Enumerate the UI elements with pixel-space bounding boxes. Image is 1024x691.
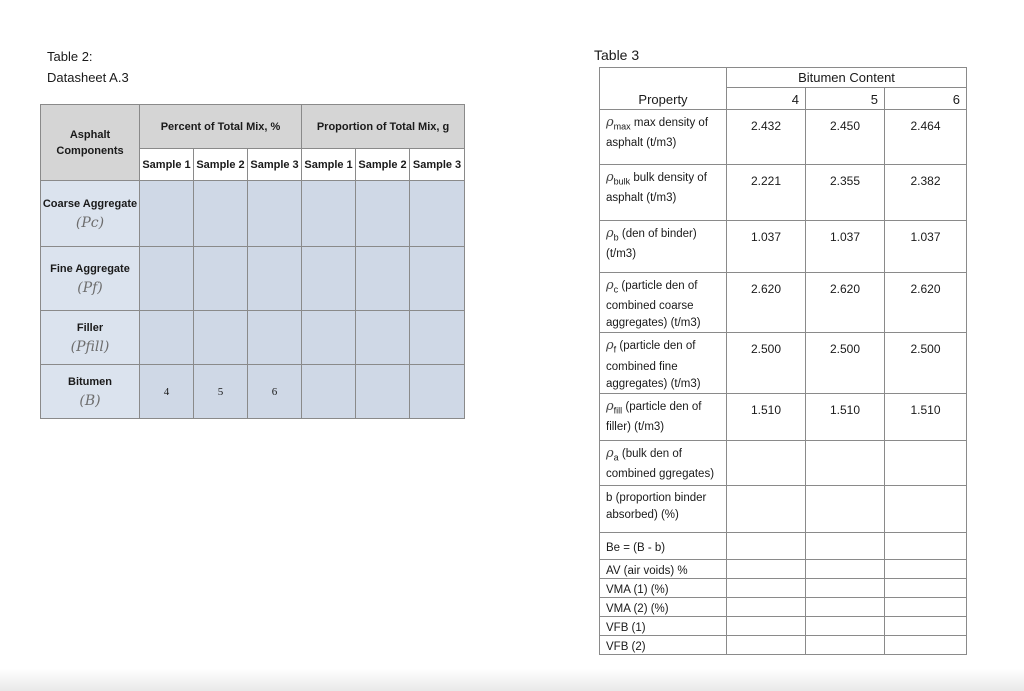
property-text: VFB (1) bbox=[606, 621, 646, 634]
property-text: b (proportion binder absorbed) (%) bbox=[606, 491, 707, 521]
property-text: (particle den of filler) (t/m3) bbox=[606, 400, 702, 433]
value-cell[interactable]: 2.355 bbox=[806, 165, 885, 221]
rho-subscript: max bbox=[613, 121, 631, 132]
page-bottom-shadow bbox=[0, 669, 1024, 691]
table3-row bbox=[600, 635, 967, 654]
symbol-pf: (Pf) bbox=[77, 280, 103, 296]
input-cell[interactable] bbox=[410, 365, 465, 419]
header-property: Property bbox=[600, 68, 727, 110]
table3-row bbox=[600, 532, 967, 559]
header-sample: Sample 1 bbox=[140, 149, 194, 181]
property-text: (particle den of combined fine aggregates) (t/m3) bbox=[606, 340, 701, 390]
value-cell[interactable]: 1.037 bbox=[806, 221, 885, 273]
property-cell bbox=[600, 440, 727, 485]
property-text: (bulk den of combined ggregates) bbox=[606, 447, 715, 480]
value-cell[interactable] bbox=[727, 578, 806, 597]
property-cell bbox=[600, 273, 727, 333]
header-sample: Sample 1 bbox=[302, 149, 356, 181]
value-cell[interactable]: 2.620 bbox=[727, 273, 806, 333]
value-cell[interactable] bbox=[727, 597, 806, 616]
bitumen-sample-1[interactable]: 4 bbox=[140, 365, 194, 419]
value-cell[interactable] bbox=[806, 559, 885, 578]
symbol-b: (B) bbox=[79, 393, 101, 409]
input-cell[interactable] bbox=[410, 311, 465, 365]
rho-symbol: ρ bbox=[606, 398, 614, 414]
value-cell[interactable] bbox=[885, 578, 967, 597]
input-cell[interactable] bbox=[140, 181, 194, 247]
property-cell bbox=[600, 597, 727, 616]
property-text: bulk density of asphalt (t/m3) bbox=[606, 172, 707, 205]
property-text: VMA (2) (%) bbox=[606, 602, 669, 615]
rho-subscript: a bbox=[613, 451, 619, 462]
property-cell bbox=[600, 333, 727, 393]
header-sample: Sample 2 bbox=[194, 149, 248, 181]
property-cell bbox=[600, 110, 727, 165]
value-cell[interactable] bbox=[727, 559, 806, 578]
value-cell[interactable]: 2.500 bbox=[806, 333, 885, 393]
rho-subscript: f bbox=[613, 344, 617, 355]
input-cell[interactable] bbox=[248, 311, 302, 365]
value-cell[interactable]: 2.432 bbox=[727, 110, 806, 165]
rho-symbol: ρ bbox=[606, 170, 614, 185]
rho-subscript: fill bbox=[613, 404, 623, 415]
input-cell[interactable] bbox=[248, 181, 302, 247]
header-bitumen-content: Bitumen Content bbox=[727, 68, 967, 88]
input-cell[interactable] bbox=[302, 181, 356, 247]
input-cell[interactable] bbox=[410, 247, 465, 311]
table2-subtitle: Datasheet A.3 bbox=[47, 70, 129, 85]
input-cell[interactable] bbox=[356, 181, 410, 247]
input-cell[interactable] bbox=[302, 247, 356, 311]
property-cell bbox=[600, 393, 727, 440]
table3-row bbox=[600, 221, 967, 273]
value-cell[interactable] bbox=[885, 485, 967, 532]
property-cell bbox=[600, 165, 727, 221]
row-label-bitumen: Bitumen (B) bbox=[41, 365, 140, 419]
value-cell[interactable] bbox=[885, 597, 967, 616]
value-cell[interactable]: 1.037 bbox=[885, 221, 967, 273]
property-cell bbox=[600, 635, 727, 654]
input-cell[interactable] bbox=[140, 247, 194, 311]
table3-row bbox=[600, 616, 967, 635]
value-cell[interactable]: 1.510 bbox=[885, 393, 967, 440]
table3-row bbox=[600, 110, 967, 165]
input-cell[interactable] bbox=[140, 311, 194, 365]
header-percent-group: Percent of Total Mix, % bbox=[140, 105, 302, 149]
row-label-coarse-aggregate: Coarse Aggregate (Pc) bbox=[41, 181, 140, 247]
header-sample: Sample 3 bbox=[248, 149, 302, 181]
input-cell[interactable] bbox=[194, 181, 248, 247]
table3-body bbox=[600, 110, 967, 655]
value-cell[interactable] bbox=[727, 485, 806, 532]
value-cell[interactable] bbox=[885, 635, 967, 654]
table3-row bbox=[600, 393, 967, 440]
table2 bbox=[40, 104, 465, 419]
header-content-5: 5 bbox=[806, 88, 885, 110]
value-cell[interactable] bbox=[885, 532, 967, 559]
row-label-filler: Filler (Pfill) bbox=[41, 311, 140, 365]
table3-title: Table 3 bbox=[594, 47, 640, 63]
header-sample: Sample 3 bbox=[410, 149, 465, 181]
value-cell[interactable] bbox=[806, 616, 885, 635]
value-cell[interactable] bbox=[806, 578, 885, 597]
table3-row bbox=[600, 578, 967, 597]
value-cell[interactable]: 1.510 bbox=[806, 393, 885, 440]
value-cell[interactable] bbox=[727, 635, 806, 654]
value-cell[interactable]: 2.382 bbox=[885, 165, 967, 221]
value-cell[interactable] bbox=[727, 616, 806, 635]
value-cell[interactable] bbox=[727, 440, 806, 485]
property-cell bbox=[600, 485, 727, 532]
value-cell[interactable] bbox=[806, 440, 885, 485]
rho-symbol: ρ bbox=[606, 445, 614, 461]
rho-symbol: ρ bbox=[606, 278, 614, 293]
row-label-fine-aggregate: Fine Aggregate (Pf) bbox=[41, 247, 140, 311]
rho-symbol: ρ bbox=[606, 226, 614, 241]
table3-row bbox=[600, 333, 967, 393]
property-cell bbox=[600, 532, 727, 559]
value-cell[interactable]: 2.500 bbox=[727, 333, 806, 393]
rho-subscript: c bbox=[613, 284, 619, 295]
input-cell[interactable] bbox=[356, 365, 410, 419]
table2-title: Table 2: bbox=[47, 49, 93, 64]
table3-row bbox=[600, 273, 967, 333]
input-cell[interactable] bbox=[410, 181, 465, 247]
header-asphalt-components: Asphalt Components bbox=[41, 105, 140, 181]
rho-symbol: ρ bbox=[606, 115, 614, 130]
value-cell[interactable]: 2.221 bbox=[727, 165, 806, 221]
header-sample: Sample 2 bbox=[356, 149, 410, 181]
input-cell[interactable] bbox=[302, 365, 356, 419]
rho-subscript: b bbox=[613, 232, 619, 243]
value-cell[interactable]: 1.510 bbox=[727, 393, 806, 440]
header-proportion-group: Proportion of Total Mix, g bbox=[302, 105, 465, 149]
value-cell[interactable] bbox=[885, 616, 967, 635]
value-cell[interactable]: 2.620 bbox=[885, 273, 967, 333]
property-text: VMA (1) (%) bbox=[606, 583, 669, 596]
table3-row bbox=[600, 485, 967, 532]
input-cell[interactable] bbox=[302, 311, 356, 365]
value-cell[interactable] bbox=[806, 532, 885, 559]
value-cell[interactable] bbox=[806, 597, 885, 616]
value-cell[interactable]: 1.037 bbox=[727, 221, 806, 273]
value-cell[interactable] bbox=[806, 485, 885, 532]
value-cell[interactable]: 2.450 bbox=[806, 110, 885, 165]
property-text: VFB (2) bbox=[606, 640, 646, 653]
symbol-pfill: (Pfill) bbox=[70, 339, 110, 355]
value-cell[interactable] bbox=[885, 440, 967, 485]
bitumen-sample-2[interactable]: 5 bbox=[194, 365, 248, 419]
property-cell bbox=[600, 578, 727, 597]
symbol-pc: (Pc) bbox=[75, 215, 105, 231]
bitumen-sample-3[interactable]: 6 bbox=[248, 365, 302, 419]
property-text: Be = (B - b) bbox=[606, 541, 666, 554]
property-text: (particle den of combined coarse aggregates) (t/m3) bbox=[606, 280, 701, 330]
header-content-6: 6 bbox=[885, 88, 967, 110]
value-cell[interactable]: 2.464 bbox=[885, 110, 967, 165]
table3-row bbox=[600, 165, 967, 221]
table3 bbox=[599, 67, 967, 655]
table3-row bbox=[600, 559, 967, 578]
value-cell[interactable]: 2.500 bbox=[885, 333, 967, 393]
property-text: (den of binder) (t/m3) bbox=[606, 228, 697, 261]
property-text: max density of asphalt (t/m3) bbox=[606, 117, 709, 150]
property-cell bbox=[600, 221, 727, 273]
rho-symbol: ρ bbox=[606, 338, 614, 354]
input-cell[interactable] bbox=[356, 311, 410, 365]
input-cell[interactable] bbox=[194, 247, 248, 311]
value-cell[interactable] bbox=[885, 559, 967, 578]
table3-row bbox=[600, 597, 967, 616]
value-cell[interactable] bbox=[806, 635, 885, 654]
input-cell[interactable] bbox=[356, 247, 410, 311]
property-cell bbox=[600, 616, 727, 635]
rho-subscript: bulk bbox=[613, 176, 631, 187]
table3-row bbox=[600, 440, 967, 485]
value-cell[interactable] bbox=[727, 532, 806, 559]
header-content-4: 4 bbox=[727, 88, 806, 110]
input-cell[interactable] bbox=[248, 247, 302, 311]
property-text: AV (air voids) % bbox=[606, 564, 688, 577]
property-cell bbox=[600, 559, 727, 578]
input-cell[interactable] bbox=[194, 311, 248, 365]
value-cell[interactable]: 2.620 bbox=[806, 273, 885, 333]
